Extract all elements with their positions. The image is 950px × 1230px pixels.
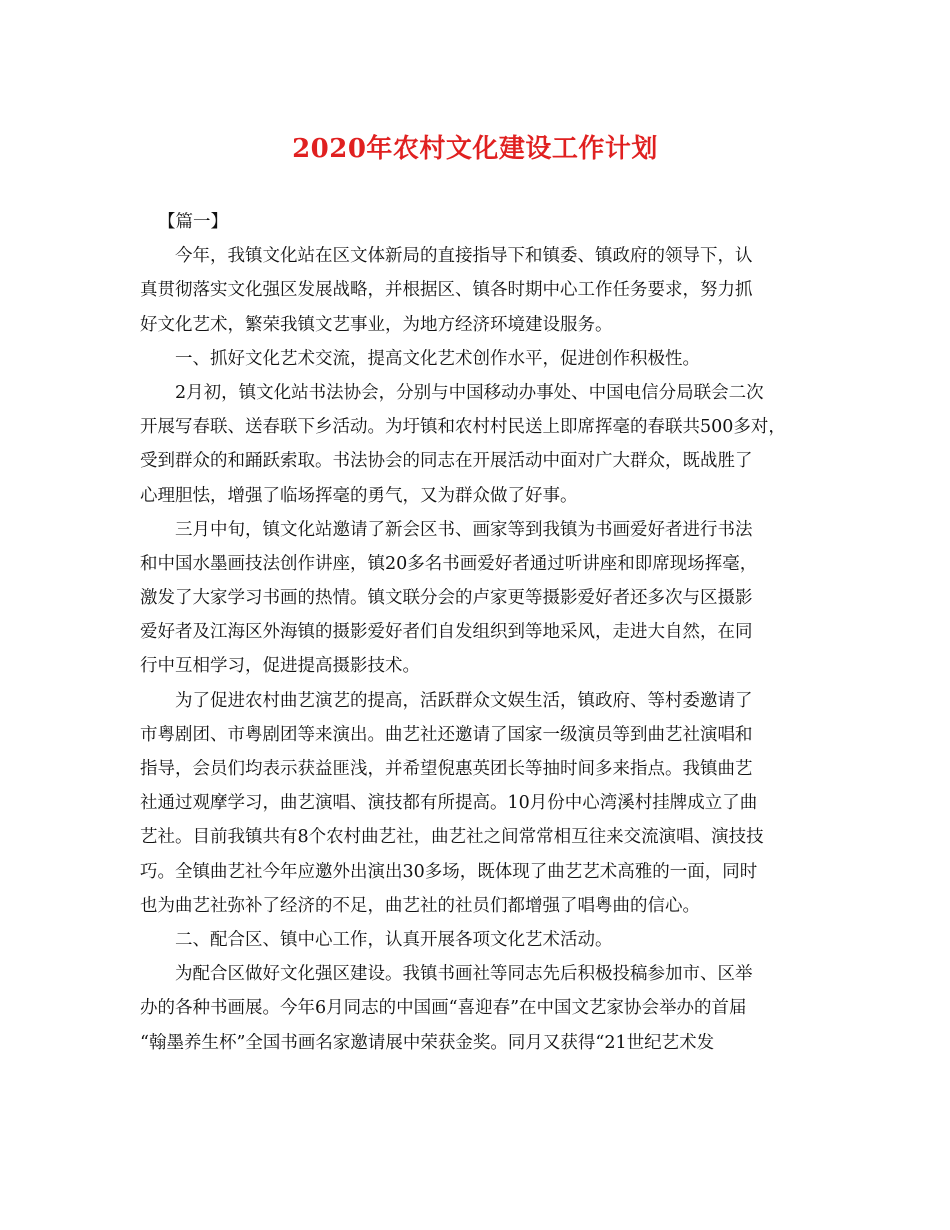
paragraph-line: 激发了大家学习书画的热情。镇文联分会的卢家更等摄影爱好者还多次与区摄影 (140, 588, 753, 609)
paragraph-line: 开展写春联、送春联下乡活动。为圩镇和农村村民送上即席挥毫的春联共500多对， (140, 417, 786, 438)
paragraph-line: “翰墨养生杯”全国书画名家邀请展中荣获金奖。同月又获得“21世纪艺术发 (140, 1032, 715, 1053)
heading-line: 一、抓好文化艺术交流，提高文化艺术创作水平，促进创作积极性。 (175, 348, 700, 369)
paragraph-line: 爱好者及江海区外海镇的摄影爱好者们自发组织到等地采风，走进大自然，在同 (140, 622, 753, 643)
paragraph-line: 好文化艺术，繁荣我镇文艺事业，为地方经济环境建设服务。 (140, 314, 613, 335)
paragraph-line: 指导，会员们均表示获益匪浅，并希望倪惠英团长等抽时间多来指点。我镇曲艺 (140, 759, 753, 779)
paragraph-line: 心理胆怯，增强了临场挥毫的勇气，又为群众做了好事。 (140, 485, 578, 506)
paragraph-line: 也为曲艺社弥补了经济的不足，曲艺社的社员们都增强了唱粤曲的信心。 (140, 895, 700, 916)
paragraph-line: 巧。全镇曲艺社今年应邀外出演出30多场，既体现了曲艺艺术高雅的一面，同时 (140, 861, 758, 882)
paragraph-line: 社通过观摩学习，曲艺演唱、演技都有所提高。10月份中心湾溪村挂牌成立了曲 (140, 793, 758, 814)
paragraph-line: 为了促进农村曲艺演艺的提高，活跃群众文娱生活，镇政府、等村委邀请了 (175, 690, 753, 711)
paragraph-line: 受到群众的和踊跃索取。书法协会的同志在开展活动中面对广大群众，既战胜了 (140, 451, 753, 472)
heading-line: 二、配合区、镇中心工作，认真开展各项文化艺术活动。 (175, 929, 613, 950)
paragraph-line: 办的各种书画展。今年6月同志的中国画“喜迎春”在中国文艺家协会举办的首届 (140, 998, 747, 1019)
section-label: 【篇一】 (158, 212, 228, 232)
paragraph-line: 三月中旬，镇文化站邀请了新会区书、画家等到我镇为书画爱好者进行书法 (175, 519, 753, 540)
paragraph-line: 和中国水墨画技法创作讲座，镇20多名书画爱好者通过听讲座和即席现场挥毫， (140, 553, 758, 574)
paragraph-line: 真贯彻落实文化强区发展战略，并根据区、镇各时期中心工作任务要求，努力抓 (140, 280, 753, 301)
document-title: 2020年农村文化建设工作计划 (292, 134, 658, 164)
paragraph-line: 艺社。目前我镇共有8个农村曲艺社，曲艺社之间常常相互往来交流演唱、演技技 (140, 827, 764, 848)
paragraph-line: 行中互相学习，促进提高摄影技术。 (140, 656, 420, 677)
paragraph-line: 市粤剧团、市粤剧团等来演出。曲艺社还邀请了国家一级演员等到曲艺社演唱和 (140, 724, 753, 745)
paragraph-line: 为配合区做好文化强区建设。我镇书画社等同志先后积极投稿参加市、区举 (175, 964, 753, 985)
paragraph-line: 今年，我镇文化站在区文体新局的直接指导下和镇委、镇政府的领导下，认 (175, 246, 753, 267)
paragraph-line: 2月初，镇文化站书法协会，分别与中国移动办事处、中国电信分局联会二次 (175, 382, 764, 403)
document-body (140, 205, 820, 1060)
